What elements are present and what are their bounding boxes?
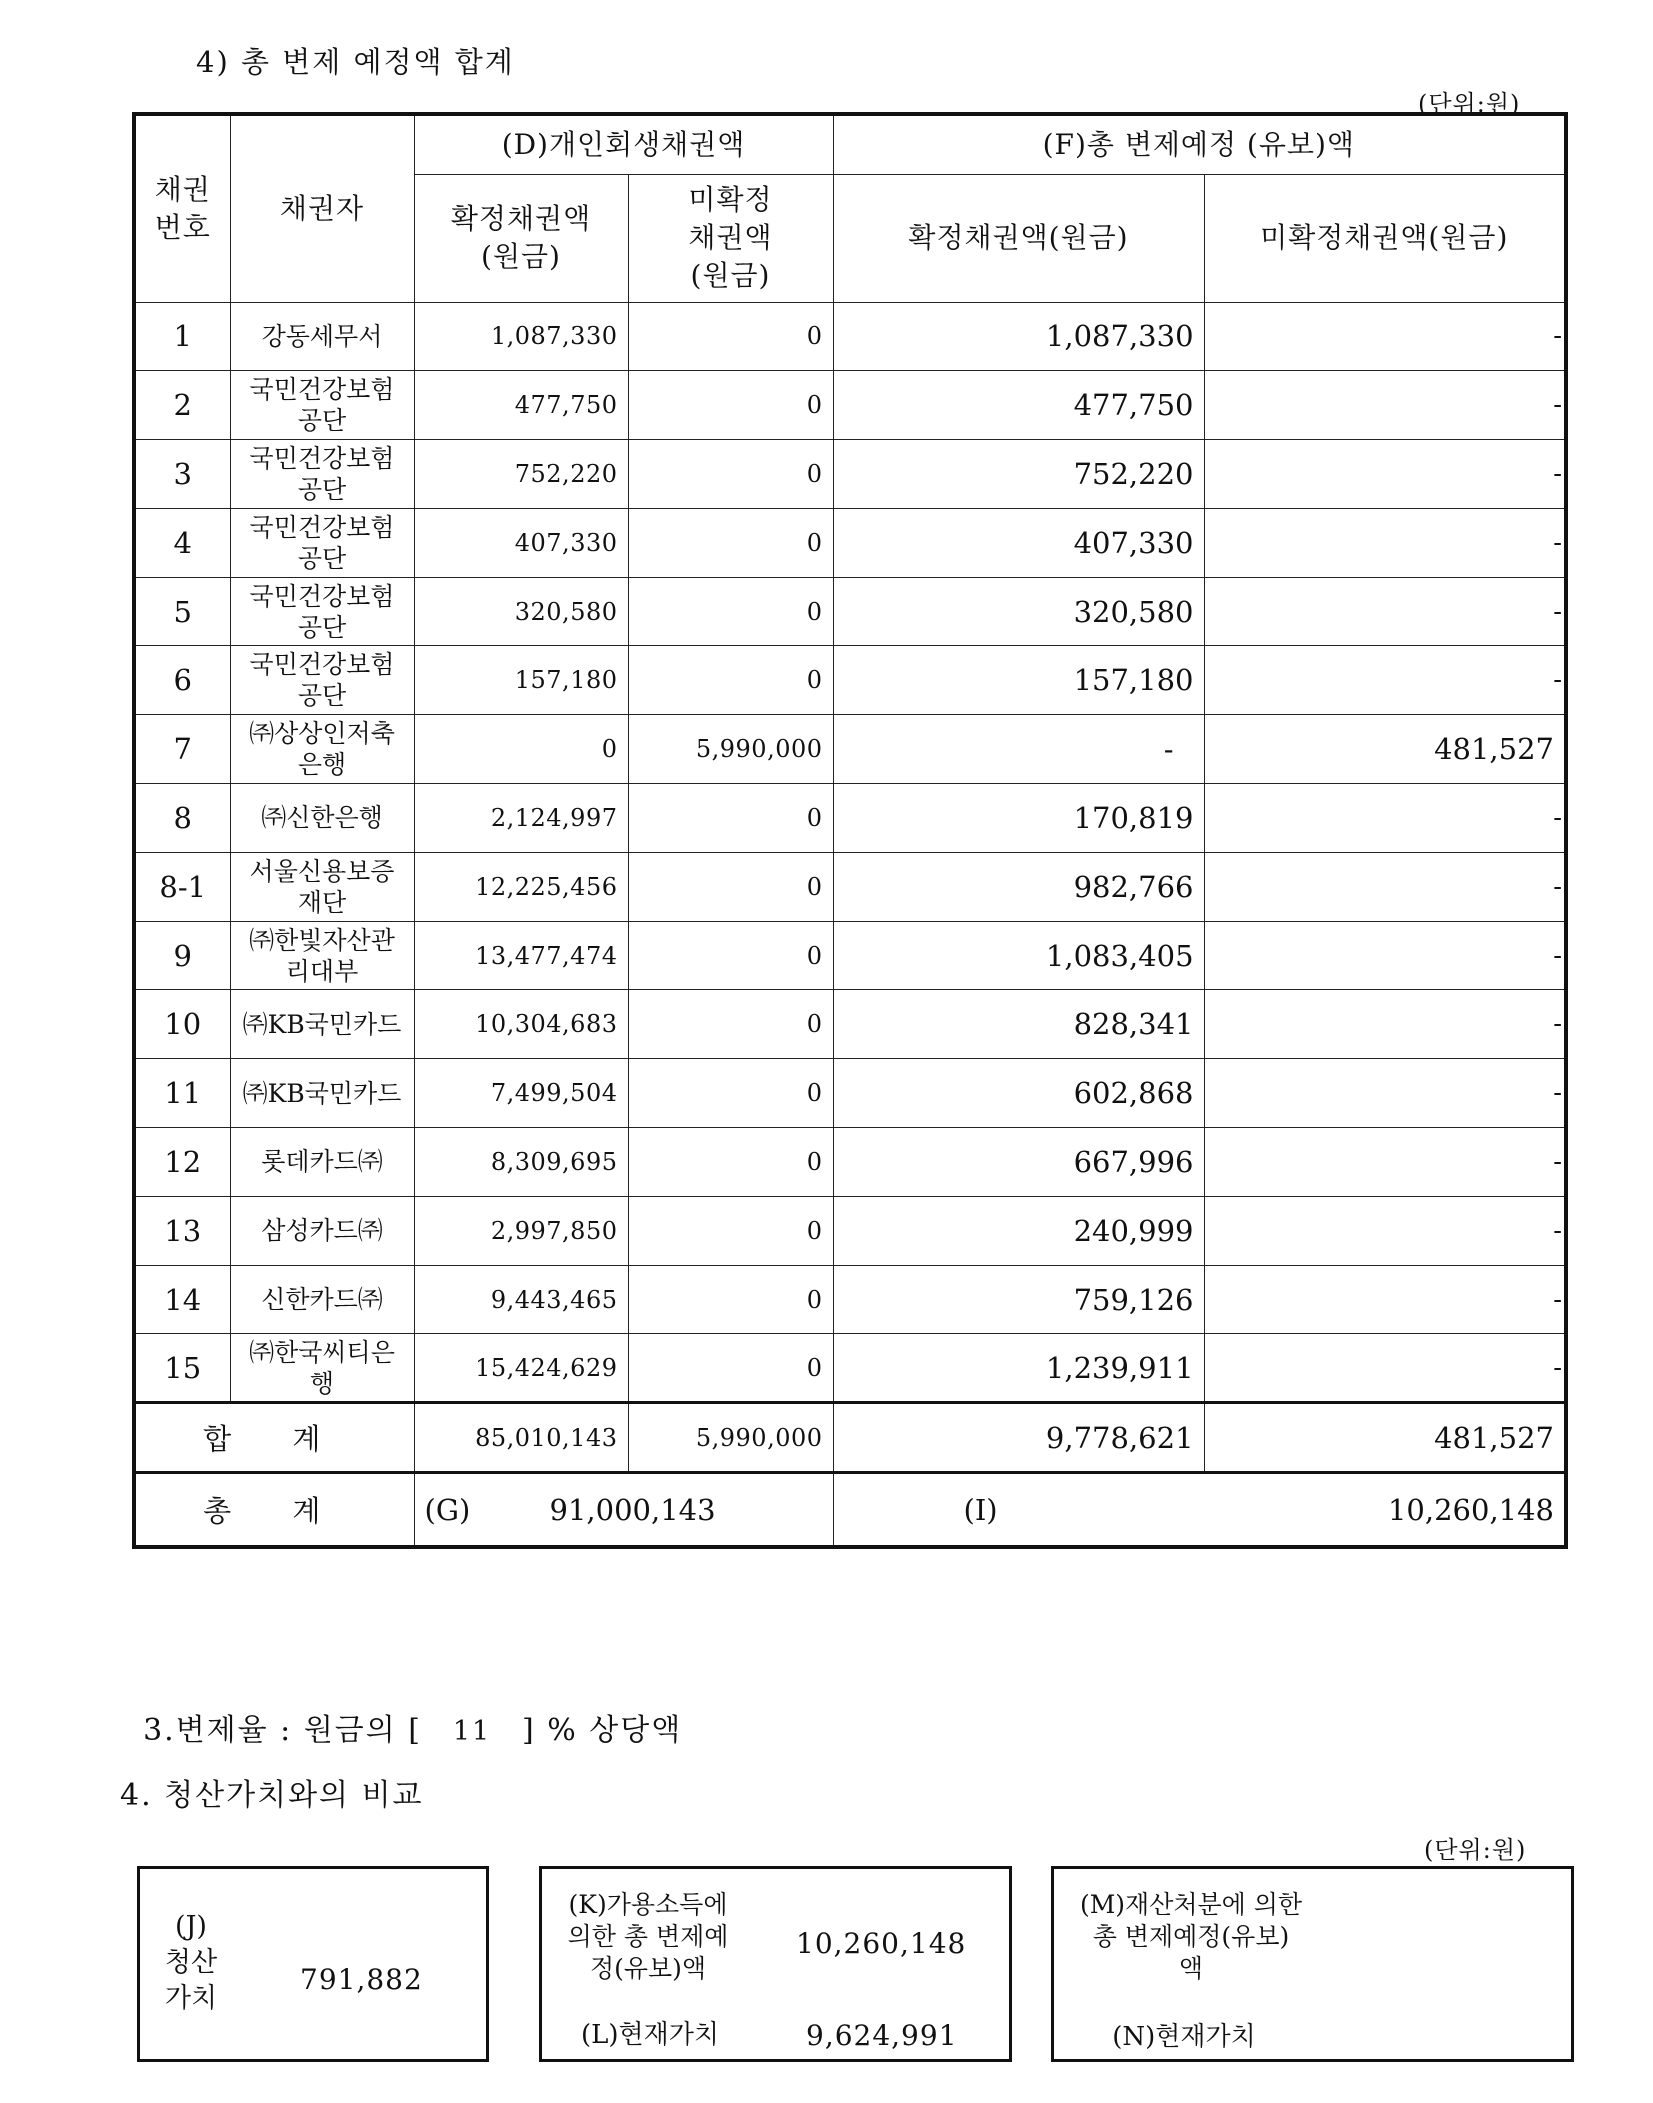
row-f-confirmed: - [833,715,1204,784]
row-d-confirmed: 7,499,504 [414,1059,628,1128]
row-f-confirmed: 477,750 [833,371,1204,440]
repayment-rate-suffix: ] % 상당액 [522,1713,683,1748]
box-m-label: (M)재산처분에 의한 총 변제예정(유보) 액 [1079,1890,1303,1983]
grand-total-label: 총 계 [134,1473,414,1547]
grand-total-g-cell [414,1473,833,1547]
repayment-rate-prefix: 3.변제율 : 원금의 [ [143,1713,423,1748]
table-row [134,1059,1566,1128]
row-d-unconfirmed: 0 [628,921,833,990]
grand-total-i-label: (I) [963,1492,998,1527]
table-row [134,1334,1566,1403]
row-d-confirmed: 13,477,474 [414,921,628,990]
table-row [134,784,1566,853]
row-f-confirmed: 667,996 [833,1128,1204,1197]
row-d-unconfirmed: 0 [628,990,833,1059]
row-creditor: 국민건강보험 공단 [230,371,414,440]
row-no: 10 [134,990,230,1059]
row-no: 14 [134,1265,230,1334]
row-f-confirmed: 752,220 [833,440,1204,509]
row-d-confirmed: 1,087,330 [414,302,628,371]
row-f-confirmed: 828,341 [833,990,1204,1059]
row-d-confirmed: 9,443,465 [414,1265,628,1334]
table-row [134,646,1566,715]
row-f-unconfirmed: - [1204,302,1566,371]
row-d-unconfirmed: 0 [628,1265,833,1334]
row-f-unconfirmed: - [1204,1265,1566,1334]
row-no: 5 [134,577,230,646]
repayment-rate-value: 11 [452,1716,492,1747]
table-row [134,921,1566,990]
row-d-confirmed: 0 [414,715,628,784]
row-no: 12 [134,1128,230,1197]
row-creditor: ㈜한국씨티은 행 [230,1334,414,1403]
row-f-confirmed: 1,239,911 [833,1334,1204,1403]
row-creditor: 강동세무서 [230,302,414,371]
row-creditor: 국민건강보험 공단 [230,577,414,646]
box-liquidation-value [137,1866,489,2062]
table-row [134,715,1566,784]
row-creditor: ㈜KB국민카드 [230,990,414,1059]
table-row [134,1196,1566,1265]
row-f-unconfirmed: - [1204,508,1566,577]
row-d-unconfirmed: 0 [628,1059,833,1128]
row-d-unconfirmed: 0 [628,1334,833,1403]
table-row [134,990,1566,1059]
row-creditor: ㈜신한은행 [230,784,414,853]
row-creditor: ㈜한빛자산관 리대부 [230,921,414,990]
row-d-unconfirmed: 0 [628,302,833,371]
row-no: 3 [134,440,230,509]
row-no: 8 [134,784,230,853]
row-creditor: 신한카드㈜ [230,1265,414,1334]
row-d-unconfirmed: 0 [628,508,833,577]
row-no: 1 [134,302,230,371]
row-d-unconfirmed: 0 [628,440,833,509]
row-d-unconfirmed: 0 [628,577,833,646]
unit-label-2: (단위:원) [1424,1836,1527,1864]
grand-total-i-cell [833,1473,1566,1547]
row-f-confirmed: 407,330 [833,508,1204,577]
row-no: 15 [134,1334,230,1403]
table-row [134,302,1566,371]
row-d-unconfirmed: 0 [628,852,833,921]
row-f-unconfirmed: - [1204,1128,1566,1197]
table-row [134,852,1566,921]
subtotal-label: 합 계 [134,1403,414,1473]
row-f-confirmed: 602,868 [833,1059,1204,1128]
row-d-unconfirmed: 0 [628,371,833,440]
row-d-confirmed: 10,304,683 [414,990,628,1059]
box-j-value: 791,882 [300,1963,423,1996]
header-creditor: 채권자 [230,114,414,302]
row-d-confirmed: 15,424,629 [414,1334,628,1403]
header-f-unconfirmed: 미확정채권액(원금) [1204,174,1566,302]
box-k-value: 10,260,148 [796,1927,967,1960]
subtotal-d-unconfirmed: 5,990,000 [628,1403,833,1473]
row-no: 11 [134,1059,230,1128]
row-f-confirmed: 759,126 [833,1265,1204,1334]
repayment-table [132,112,1568,1549]
table-row [134,440,1566,509]
row-creditor: 국민건강보험 공단 [230,646,414,715]
row-f-unconfirmed: - [1204,1334,1566,1403]
row-d-confirmed: 2,997,850 [414,1196,628,1265]
grand-total-i-value: 10,260,148 [1387,1492,1555,1527]
row-creditor: 삼성카드㈜ [230,1196,414,1265]
box-available-income [539,1866,1012,2062]
box-l-label: (L)현재가치 [580,2020,720,2050]
table-row [134,577,1566,646]
row-f-unconfirmed: - [1204,1059,1566,1128]
box-l-value: 9,624,991 [806,2019,958,2052]
table-row [134,371,1566,440]
repayment-rate-line [120,1670,682,1749]
row-f-unconfirmed: - [1204,577,1566,646]
row-f-unconfirmed: - [1204,852,1566,921]
header-no: 채권 번호 [134,114,230,302]
row-f-unconfirmed: - [1204,371,1566,440]
row-f-unconfirmed: - [1204,921,1566,990]
subtotal-f-confirmed: 9,778,621 [833,1403,1204,1473]
row-creditor: 국민건강보험 공단 [230,508,414,577]
row-f-confirmed: 157,180 [833,646,1204,715]
row-f-unconfirmed: - [1204,440,1566,509]
row-f-unconfirmed: - [1204,990,1566,1059]
row-no: 2 [134,371,230,440]
row-no: 7 [134,715,230,784]
row-no: 13 [134,1196,230,1265]
table-row [134,508,1566,577]
row-creditor: ㈜상상인저축 은행 [230,715,414,784]
row-f-unconfirmed: 481,527 [1204,715,1566,784]
box-j-label: (J) 청산 가치 [164,1911,218,2014]
row-f-confirmed: 320,580 [833,577,1204,646]
row-d-confirmed: 407,330 [414,508,628,577]
row-f-unconfirmed: - [1204,646,1566,715]
header-f-group: (F)총 변제예정 (유보)액 [833,114,1566,174]
row-no: 9 [134,921,230,990]
box-n-label: (N)현재가치 [1112,2022,1256,2052]
box-asset-disposal [1051,1866,1574,2062]
header-f-confirmed: 확정채권액(원금) [833,174,1204,302]
section-title-liquidation: 4. 청산가치와의 비교 [120,1778,424,1813]
row-d-confirmed: 752,220 [414,440,628,509]
row-d-confirmed: 157,180 [414,646,628,715]
row-d-unconfirmed: 0 [628,1128,833,1197]
row-creditor: 서울신용보증 재단 [230,852,414,921]
row-d-confirmed: 320,580 [414,577,628,646]
row-f-unconfirmed: - [1204,1196,1566,1265]
row-f-confirmed: 1,087,330 [833,302,1204,371]
row-f-unconfirmed: - [1204,784,1566,853]
row-d-unconfirmed: 0 [628,646,833,715]
row-f-confirmed: 1,083,405 [833,921,1204,990]
row-d-unconfirmed: 0 [628,784,833,853]
row-f-confirmed: 982,766 [833,852,1204,921]
header-d-confirmed: 확정채권액 (원금) [414,174,628,302]
row-f-confirmed: 170,819 [833,784,1204,853]
section-title-total-repayment: 4) 총 변제 예정액 합계 [196,45,515,79]
row-no: 8-1 [134,852,230,921]
row-creditor: ㈜KB국민카드 [230,1059,414,1128]
table-row [134,1128,1566,1197]
subtotal-d-confirmed: 85,010,143 [414,1403,628,1473]
row-d-confirmed: 8,309,695 [414,1128,628,1197]
header-d-unconfirmed: 미확정 채권액 (원금) [628,174,833,302]
grand-total-g-label: (G) [424,1492,471,1527]
row-d-confirmed: 12,225,456 [414,852,628,921]
header-d-group: (D)개인회생채권액 [414,114,833,174]
row-d-confirmed: 477,750 [414,371,628,440]
row-d-unconfirmed: 0 [628,1196,833,1265]
row-d-confirmed: 2,124,997 [414,784,628,853]
row-d-unconfirmed: 5,990,000 [628,715,833,784]
grand-total-g-value: 91,000,143 [549,1492,716,1527]
grand-total-row [134,1473,1566,1547]
table-row [134,1265,1566,1334]
row-creditor: 국민건강보험 공단 [230,440,414,509]
row-no: 6 [134,646,230,715]
row-f-confirmed: 240,999 [833,1196,1204,1265]
row-no: 4 [134,508,230,577]
subtotal-f-unconfirmed: 481,527 [1204,1403,1566,1473]
box-k-label: (K)가용소득에 의한 총 변제예 정(유보)액 [567,1890,729,1983]
unit-label: (단위:원) [1418,90,1521,118]
subtotal-row [134,1403,1566,1473]
row-creditor: 롯데카드㈜ [230,1128,414,1197]
